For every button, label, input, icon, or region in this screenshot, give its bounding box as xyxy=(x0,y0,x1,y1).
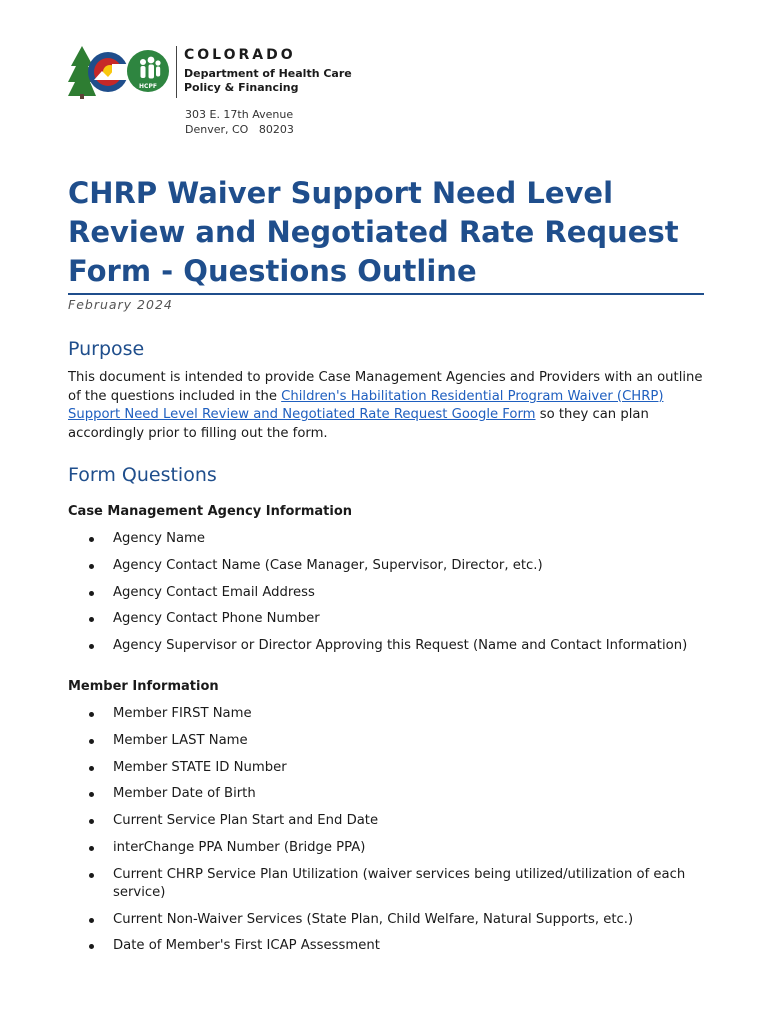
list-item-text: Agency Contact Name (Case Manager, Supervisor, Director, etc.) xyxy=(113,557,543,573)
bullet-icon xyxy=(89,712,94,717)
list-item-text: Member FIRST Name xyxy=(113,706,252,721)
list-item xyxy=(0,732,700,750)
list-item-text: Current Service Plan Start and End Date xyxy=(113,813,379,829)
list-item xyxy=(0,610,700,628)
list-item-text: interChange PPA Number (Bridge PPA) xyxy=(113,839,366,855)
list-item xyxy=(0,705,700,723)
list-item xyxy=(0,637,700,655)
purpose-paragraph xyxy=(68,369,708,443)
bullet-icon xyxy=(89,873,94,878)
address-line1: 303 E. 17th Avenue xyxy=(185,108,294,121)
list-item xyxy=(0,530,700,548)
list-item-text: Agency Name xyxy=(113,531,206,546)
logo-state-name: COLORADO xyxy=(184,47,296,63)
bullet-icon xyxy=(89,537,94,542)
logo-text xyxy=(184,47,352,95)
hcpf-badge-text: HCPF xyxy=(139,83,157,90)
member-information-list xyxy=(0,705,700,964)
google-form-link[interactable]: Children's Habilitation Residential Program Waiver (CHRP) Support Need Level Review and Negotiated Rate Request Google Form xyxy=(68,388,664,422)
case-management-agency-heading: Case Management Agency Information xyxy=(68,504,353,519)
list-item-text: Date of Member's First ICAP Assessment xyxy=(113,938,380,954)
member-information-heading: Member Information xyxy=(68,679,219,694)
list-item-text: Member Date of Birth xyxy=(113,786,256,802)
list-item xyxy=(0,759,700,777)
bullet-icon xyxy=(89,846,94,851)
logo-department-line2: Policy & Financing xyxy=(184,81,299,94)
list-item xyxy=(0,584,700,602)
list-item xyxy=(0,911,700,929)
document-title: CHRP Waiver Support Need Level Review and Negotiated Rate Request Form - Questions Outline xyxy=(68,176,679,288)
list-item xyxy=(0,937,700,955)
header-logo xyxy=(68,44,352,102)
colorado-logo-icon xyxy=(68,44,172,100)
purpose-text-after: so they can plan accordingly prior to filling out the form. xyxy=(68,407,649,441)
case-management-agency-list xyxy=(0,530,700,664)
list-item-text: Agency Contact Email Address xyxy=(113,584,315,600)
list-item-text: Current CHRP Service Plan Utilization (waiver services being utilized/utilization of each service) xyxy=(113,866,686,900)
form-questions-heading: Form Questions xyxy=(68,464,217,486)
list-item-text: Agency Contact Phone Number xyxy=(113,611,320,627)
bullet-icon xyxy=(89,591,94,596)
bullet-icon xyxy=(89,944,94,949)
list-item-text: Member LAST Name xyxy=(113,732,248,748)
logo-divider xyxy=(176,46,177,98)
list-item-text: Member STATE ID Number xyxy=(113,759,287,775)
purpose-heading: Purpose xyxy=(68,338,145,360)
list-item-text: Agency Supervisor or Director Approving this Request (Name and Contact Information) xyxy=(113,638,688,654)
bullet-icon xyxy=(89,918,94,923)
list-item xyxy=(0,785,700,803)
list-item xyxy=(0,812,700,830)
bullet-icon xyxy=(89,792,94,797)
bullet-icon xyxy=(89,739,94,744)
purpose-text-before: This document is intended to provide Case Management Agencies and Providers with an outline of the questions included in the xyxy=(68,370,703,404)
bullet-icon xyxy=(89,819,94,824)
document-date: February 2024 xyxy=(68,297,173,312)
bullet-icon xyxy=(89,564,94,569)
bullet-icon xyxy=(89,766,94,771)
title-rule xyxy=(68,293,704,295)
list-item-text: Current Non-Waiver Services (State Plan, Child Welfare, Natural Supports, etc.) xyxy=(113,911,634,927)
logo-department-line1: Department of Health Care xyxy=(184,67,352,80)
list-item xyxy=(0,866,700,902)
bullet-icon xyxy=(89,617,94,622)
address-block xyxy=(185,107,294,137)
address-line2: Denver, CO 80203 xyxy=(185,123,294,136)
list-item xyxy=(0,557,700,575)
bullet-icon xyxy=(89,644,94,649)
list-item xyxy=(0,839,700,857)
